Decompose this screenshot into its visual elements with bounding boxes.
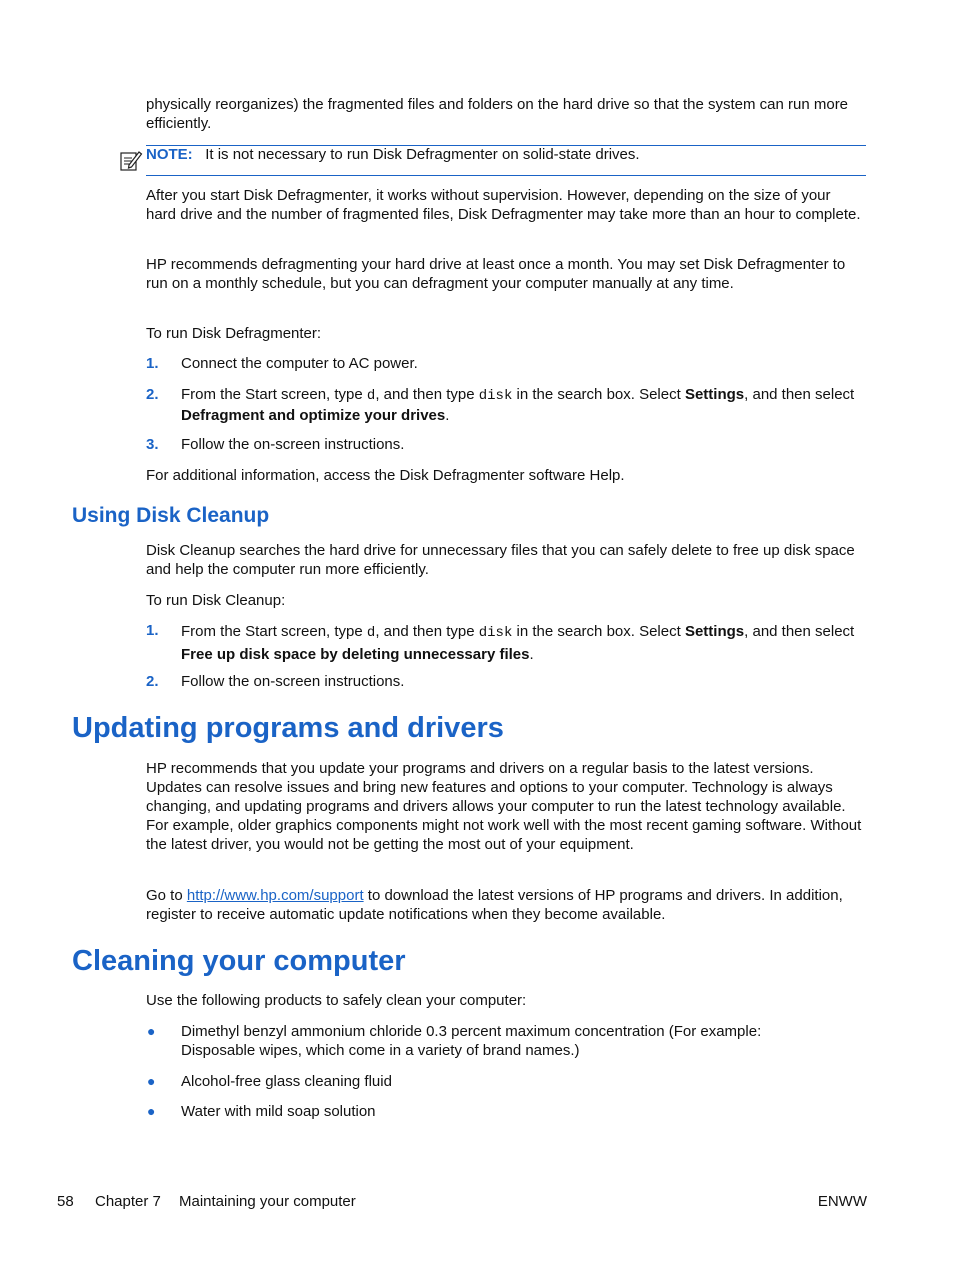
note-text: It is not necessary to run Disk Defragmenter on solid-state drives. [205, 146, 640, 163]
bullet-icon: ● [147, 1073, 156, 1089]
cleanup-step-2-number: 2. [146, 673, 159, 690]
cleaning-item-2: Alcohol-free glass cleaning fluid [181, 1073, 392, 1090]
defrag-step-1: Connect the computer to AC power. [181, 355, 418, 372]
section-heading-updating: Updating programs and drivers [72, 712, 504, 744]
footer-chapter-title: Maintaining your computer [179, 1193, 356, 1210]
cleanup-step-1-number: 1. [146, 622, 159, 639]
updating-paragraph-1: HP recommends that you update your programs and drivers on a regular basis to the latest versions. Updates can resolve issues and bring new features and options to your computer. Technology is always changing, and updating programs and drivers allows your computer to run the latest technology available. For example, older graphics components might not work well with the most recent gaming software. Without the latest driver, you would not be getting the most out of your equipment. [146, 760, 862, 853]
footer-chapter: Chapter 7 [95, 1193, 161, 1210]
hp-support-link[interactable]: http://www.hp.com/support [186, 887, 364, 904]
bullet-icon: ● [147, 1103, 156, 1119]
defrag-step-3-number: 3. [146, 436, 159, 453]
defrag-paragraph-2: HP recommends defragmenting your hard drive at least once a month. You may set Disk Defragmenter to run on a monthly schedule, but you can defragment your computer manually at any time. [146, 256, 846, 292]
code-disk: disk [478, 388, 513, 404]
note-bottom-rule [146, 175, 866, 176]
intro-paragraph: physically reorganizes) the fragmented files and folders on the hard drive so that the system can run more efficiently. [146, 96, 849, 132]
cleaning-item-1: Dimethyl benzyl ammonium chloride 0.3 percent maximum concentration (For example: Disposable wipes, which come in a variety of brand names.) [181, 1023, 762, 1059]
defrag-step-2: From the Start screen, type d, and then type disk in the search box. Select Settings, and then select Defragment and optimize your drives. [181, 386, 855, 424]
section-heading-disk-cleanup: Using Disk Cleanup [72, 504, 270, 527]
cleanup-step-2: Follow the on-screen instructions. [181, 673, 405, 690]
code-d: d [366, 388, 376, 404]
note-pencil-icon [119, 148, 143, 172]
cleanup-lead: To run Disk Cleanup: [146, 592, 286, 609]
cleaning-item-3: Water with mild soap solution [181, 1103, 376, 1120]
defrag-step-2-number: 2. [146, 386, 159, 403]
bullet-icon: ● [147, 1023, 156, 1039]
section-heading-cleaning: Cleaning your computer [72, 945, 406, 977]
code-d: d [366, 625, 376, 641]
cleanup-paragraph-1: Disk Cleanup searches the hard drive for unnecessary files that you can safely delete to free up disk space and help the computer run more efficiently. [146, 542, 855, 578]
cleaning-lead: Use the following products to safely clean your computer: [146, 992, 527, 1009]
cleanup-step-1: From the Start screen, type d, and then type disk in the search box. Select Settings, and then select Free up disk space by deleting unnecessary files. [181, 623, 855, 663]
defrag-step-3: Follow the on-screen instructions. [181, 436, 405, 453]
note-label: NOTE: [146, 146, 193, 163]
defrag-lead: To run Disk Defragmenter: [146, 325, 322, 342]
note [146, 145, 866, 164]
code-disk: disk [478, 625, 513, 641]
defrag-closing: For additional information, access the Disk Defragmenter software Help. [146, 467, 625, 484]
updating-paragraph-2: Go to http://www.hp.com/support to download the latest versions of HP programs and drivers. In addition, register to receive automatic update notifications when they become available. [146, 887, 843, 923]
defrag-paragraph-1: After you start Disk Defragmenter, it works without supervision. However, depending on the size of your hard drive and the number of fragmented files, Disk Defragmenter may take more than an hour to complete. [146, 187, 861, 223]
footer-page-number: 58 [57, 1193, 74, 1210]
footer-locale: ENWW [817, 1193, 867, 1210]
defrag-step-1-number: 1. [146, 355, 159, 372]
